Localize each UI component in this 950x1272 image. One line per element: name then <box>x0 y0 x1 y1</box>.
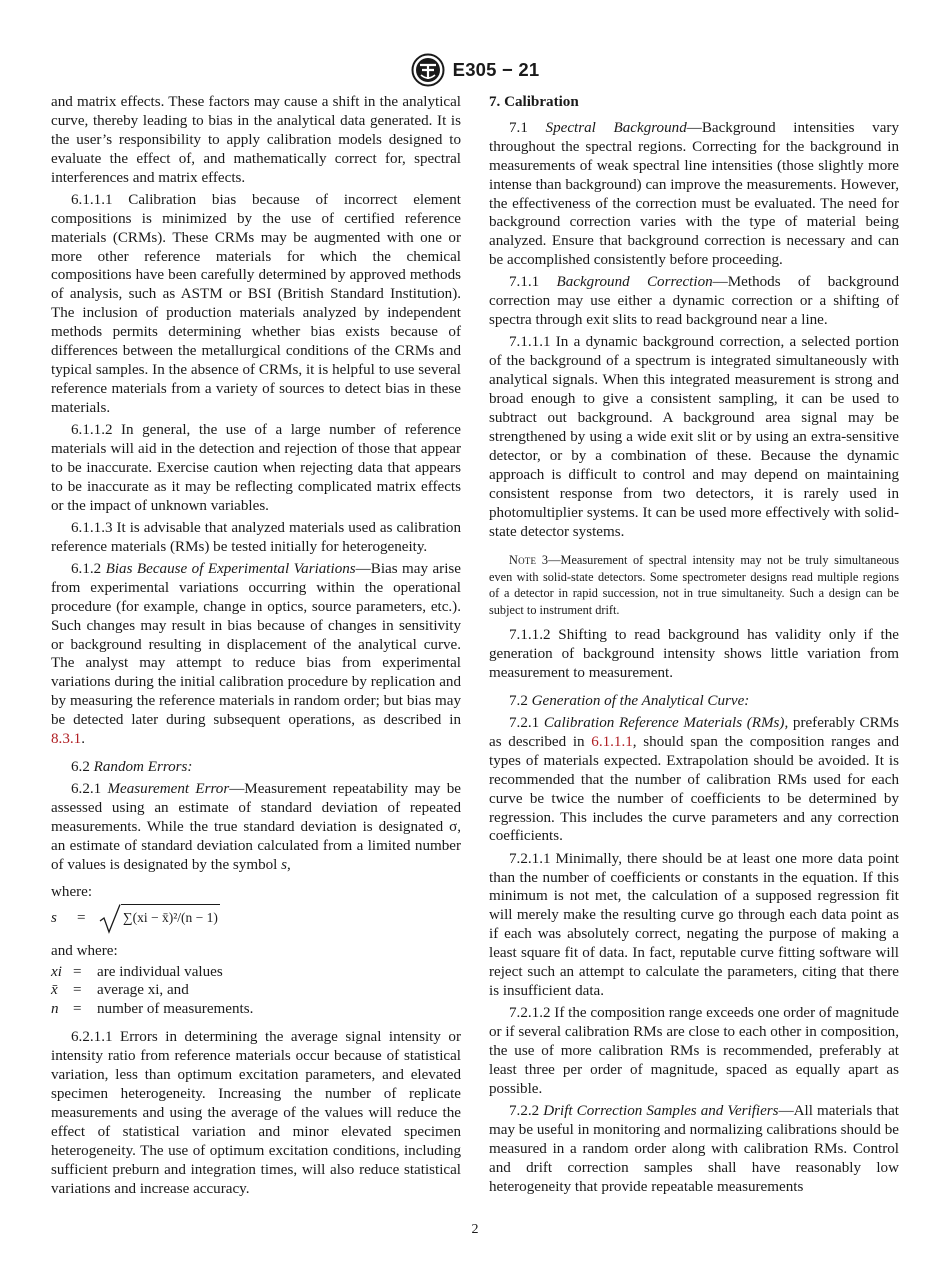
section-number: 7.2.1 <box>509 714 544 731</box>
paragraph-body: —Methods of background correction may use either a dynamic correction or a shifting of spectra through exit slits to read background near a line. <box>489 274 899 329</box>
section-title: Bias Because of Experimental Variations <box>105 560 356 577</box>
section-title: Spectral Background <box>545 119 687 136</box>
section-title: Background Correction <box>556 274 713 291</box>
square-root <box>99 904 220 934</box>
section-number: 7.2 <box>509 692 532 709</box>
paragraph-7-2-1-2: 7.2.1.2 If the composition range exceeds one order of magnitude or if several calibration RMs are close to each other in composition, the use of more calibration RMs is recommended, preferably at least three per order of magnitude, spaced as equally apart as possible. <box>489 1005 899 1097</box>
paragraph-body: , should span the composition ranges and types of materials expected. Extrapolation should be avoided. It is recommended that the number of calibration RMs used for each curve be twice the number of coefficients to be determined by regression. This includes the curve parameters and any correction coefficients. <box>489 733 900 845</box>
astm-logo-icon <box>411 53 445 87</box>
section-title: Measurement Error <box>107 781 230 798</box>
symbol-s: s <box>281 856 288 873</box>
paragraph-6-1-1-2: 6.1.1.2 In general, the use of a large number of reference materials will aid in the detection and rejection of those that appear to be inaccurate. Exercise caution when rejecting data that appears to be inaccurate as it may be reflecting complicated matrix effects or the impact of unknown variables. <box>51 422 461 514</box>
note-label: Note 3 <box>509 553 549 568</box>
where-label: where: <box>51 883 93 900</box>
section-title: Drift Correction Samples and Verifiers <box>543 1103 779 1119</box>
paragraph-body: —Measurement repeatability may be assessed using an estimate of standard deviation of repeated measurements. While the true standard deviation is designated σ, an estimate of standard deviation calculated from a limited number of values is designated by the symbol <box>51 781 461 873</box>
formula-equals: = <box>77 910 86 927</box>
paragraph: and matrix effects. These factors may cause a shift in the analytical curve, thereby leading to bias in the analytical data generated. It is the user’s responsibility to apply calibration models designed to evaluate the effect of, and mathematically correct for, spectral interferences and matrix effects. <box>51 94 461 186</box>
section-number: 6.2.1 <box>71 781 108 798</box>
paragraph-6-2-1-1: 6.2.1.1 Errors in determining the average signal intensity or intensity ratio from reference materials occur because of statistical variation, less than optimum excitation parameters, and elevated specimen heterogeneity. Increasing the number of replicate measurements and using the average of the values will reduce the effect of statistical variation and minor elevated specimen heterogeneity. The use of optimum excitation conditions, including sufficient preburn and integration times, will also reduce statistical variations and increase accuracy. <box>51 1029 461 1197</box>
definition-row <box>51 1000 461 1019</box>
section-number: 6.1.2 <box>71 560 106 577</box>
definition-symbol: n <box>51 1000 59 1017</box>
section-title: Random Errors: <box>93 759 193 775</box>
page-header <box>0 52 950 88</box>
definitions-list <box>51 963 461 1019</box>
page-number: 2 <box>471 1222 479 1237</box>
section-number: 7.2.2 <box>509 1103 544 1119</box>
and-where-label: and where: <box>51 942 118 959</box>
paragraph-6-2 <box>51 758 461 777</box>
right-column <box>489 93 899 1200</box>
paragraph-7-1-1 <box>489 273 899 330</box>
formula-symbol: s <box>51 910 57 927</box>
paragraph-body: —Bias may arise from experimental variations occurring within the operational procedure (for example, change in optics, source parameters, etc.). Such changes may result in bias because of changes in sensitivity or background resulting in displacement of the analytical curve. The analyst may attempt to reduce bias from experimental variations during the initial calibration procedure by replication and by measuring the reference materials in random order; but bias may be detected later during subsequent operations, as described in <box>51 560 461 729</box>
definition-text: are individual values <box>97 963 223 980</box>
radical-sign-icon <box>99 904 121 934</box>
formula-radicand: ∑(xi − x̄)²/(n − 1) <box>121 904 220 934</box>
definition-text: average xi, and <box>97 982 189 999</box>
definition-symbol: xi <box>51 963 62 980</box>
paragraph-7-2-1 <box>489 714 899 846</box>
paragraph-7-2-1-1: 7.2.1.1 Minimally, there should be at least one more data point than the number of coefficients or constants in the equation. If this minimum is not met, the calculation of a supposed regression fit will merely make the resulting curve go through each data point as if each was absolutely correct, negating the purpose of making a least square fit of data. In fact, reputable curve fitting software will reject such an attempt to calculate the parameters, citing that there is insufficient data. <box>489 850 899 999</box>
paragraph-6-1-1-1: 6.1.1.1 Calibration bias because of incorrect element compositions is minimized by the use of certified reference materials (CRMs). These CRMs may be augmented with one or more other reference materials for which the chemical compositions have been carefully determined by approved methods of analysis, such as ASTM or BSI (British Standard Institution). The inclusion of production materials analyzed by independent methods permits determining whether bias exists because of differences between the metallurgical conditions of the CRMs and typical samples. In the absence of CRMs, it is helpful to use several reference materials from a variety of sources to detect bias in these materials. <box>51 191 461 416</box>
definition-symbol: x̄ <box>51 982 58 999</box>
section-link-8-3-1[interactable]: 8.3.1 <box>51 731 82 748</box>
paragraph-7-2 <box>489 692 899 711</box>
paragraph-end: . <box>81 731 85 748</box>
paragraph-body: —Background intensities vary throughout the spectral regions. Correcting for the background in measurements of weak spectral line intensities (those slightly more intense than background) can improve the measurements. However, the effectiveness of the correction must be evaluated. The need for background correction varies with the type of material being analyzed. Ensure that background correction is necessary and can be accomplished consistently before proceeding. <box>489 119 899 269</box>
definition-text: number of measurements. <box>97 1000 254 1017</box>
paragraph-body: preferably CRMs as described in <box>489 714 899 750</box>
paragraph-7-2-2 <box>489 1102 899 1197</box>
paragraph-7-1-1-1: 7.1.1.1 In a dynamic background correction, a selected portion of the background of a spectrum is integrated simultaneously with analytical signals. When this integrated measurement is strong and broad enough to give a consistent sampling, it can be used to subtract out background. A background area signal may be strengthened by using a wide exit slit or by using an extra-sensitive detector, or by a combination of these. Because the dynamic approach is difficult to control and may depend on maintaining consistent response from two detectors, it is rarely used in photomultiplier systems. It can be used more effectively with solid-state detector systems. <box>489 334 899 540</box>
paragraph-7-1 <box>489 119 899 270</box>
note-body: —Measurement of spectral intensity may not be truly simultaneous even with solid-state detectors. Some spectrometer designs read multiple regions of a detector in rapid succession, not in true simultaneity. Such a design can be subject to instrument drift. <box>489 553 899 617</box>
std-dev-formula <box>51 904 461 934</box>
section-number: 7.1.1 <box>509 274 557 291</box>
paragraph-6-1-2 <box>51 560 461 749</box>
left-column <box>51 93 461 1202</box>
paragraph-6-1-1-3: 6.1.1.3 It is advisable that analyzed materials used as calibration reference materials (RMs) be tested initially for heterogeneity. <box>51 519 461 555</box>
note-3 <box>489 552 899 618</box>
paragraph-end: , <box>287 856 291 873</box>
section-link-6-1-1-1[interactable]: 6.1.1.1 <box>591 733 633 750</box>
paragraph-6-2-1 <box>51 780 461 875</box>
section-title: Calibration Reference Materials (RMs), <box>543 714 789 731</box>
standard-designation: E305 − 21 <box>452 59 540 80</box>
definition-row <box>51 963 461 982</box>
section-heading-calibration: 7. Calibration <box>489 94 579 110</box>
paragraph-body: —All materials that may be useful in monitoring and normalizing calibrations should be measured in a random order along with calibration RMs. Control and drift correction samples shall have reasonably low heterogeneity that provide repeatable measurements <box>489 1103 899 1195</box>
section-number: 6.2 <box>71 759 94 775</box>
section-title: Generation of the Analytical Curve: <box>531 692 750 709</box>
definition-equals: = <box>73 963 82 980</box>
definition-row <box>51 981 461 1000</box>
paragraph-7-1-1-2: 7.1.1.2 Shifting to read background has validity only if the generation of background intensity shows little variation from measurement to measurement. <box>489 627 899 681</box>
definition-equals: = <box>73 1000 82 1017</box>
section-number: 7.1 <box>509 119 546 136</box>
definition-equals: = <box>73 982 82 999</box>
